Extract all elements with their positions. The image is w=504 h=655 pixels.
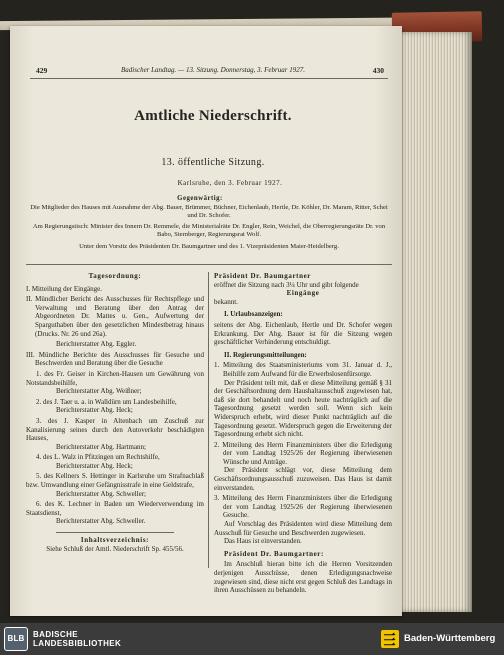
columns-top-rule [26,264,392,265]
government-item-note: Auf Vorschlag des Präsidenten wird diese Mitteilung dem Ausschuß für Gesuche und Beschwerden zugewiesen. [214,520,392,537]
petition-reporter: Berichterstatter Abg. Schweller; [56,489,146,498]
document-page [10,26,402,616]
opening-text: eröffnet die Sitzung nach 3¼ Uhr und gibt folgende [214,280,359,289]
document-title: Amtliche Niederschrift. [134,108,292,124]
agenda-heading: Tagesordnung: [88,272,142,280]
minutes-column [214,272,392,595]
incoming-tail: bekannt. [214,297,238,306]
contents-heading: Inhaltsverzeichnis: [80,536,150,545]
incoming-heading: Eingänge [286,289,320,298]
lion-coat-of-arms-icon [380,629,400,649]
attendance-chair: Unter dem Vorsitz des Präsidenten Dr. Baumgartner und des 1. Vizepräsidenten Maier-Heidelberg. [79,243,339,250]
government-item: 3. Mitteilung des Herrn Finanzministers über die Erledigung der vom Landtag 1925/26 der Regierung überwiesenen Gesuche. [214,494,392,520]
petition-reporter: Berichterstatter Abg. Schweller. [56,517,146,526]
leave-text: seitens der Abg. Eichenlaub, Hertle und Dr. Schofer wegen Erkrankung. Der Abg. Bauer ist für die Sitzung wegen geschäftlicher Verhinderung entschuldigt. [214,320,392,347]
petition-reporter: Berichterstatter Abg. Heck; [56,461,133,470]
government-item-note: Der Präsident teilt mit, daß er diese Mitteilung gemäß § 31 der Geschäftsordnung dem Haushaltausschuß zugewiesen hat, daß sie dort behandelt und noch heute nachträglich auf die Tagesordnung gesetzt werden soll. Wenn sich kein Widerspruch erhebt, wird dieser Punkt nachträglich auf die Tagesordnung gesetzt. Widerspruch gegen die Erweiterung der Tagesordnung erhebt sich nicht. [214,378,392,439]
page-stack-edge [398,32,472,612]
contents-rule [56,532,174,533]
place-date: Karlsruhe, den 3. Februar 1927. [177,179,283,187]
footer-bar [0,623,504,655]
government-item: 2. Mitteilung des Herrn Finanzministers über die Erledigung der vom Landtag 1925/26 der Regierung überwiesenen Wünsche und Anträge. [214,440,392,466]
library-name-line-2: LANDESBIBLIOTHEK [33,639,122,648]
petition-item: 5. des Kellners S. Hettinger in Karlsruhe um Strafnachlaß bzw. Umwandlung einer Gefängnisstrafe in eine Geldstrafe, [26,472,204,490]
petition-reporter: Berichterstatter Abg. Heck; [56,406,133,415]
government-item-note: Das Haus ist einverstanden. [224,537,302,546]
petition-item: 6. des K. Lechner in Baden um Wiederverwendung im Staatsdienst, [26,500,204,517]
speaker-name: Präsident Dr. Baumgartner [214,272,311,280]
closing-text: Im Anschluß hieran bitte ich die Herren Vorsitzenden derjenigen Ausschüsse, denen Erledigungsnachweise zugewiesen sind, diese nicht erst gegen Schluß des Landtags in ihren Ausschüssen zu behandeln. [214,560,392,595]
agenda-item: I. Mitteilung der Eingänge. [26,284,103,293]
attendance-members: Die Mitglieder des Hauses mit Ausnahme der Abg. Bauer, Brümmer, Büchner, Eichenlaub, Hertle, Dr. Köhler, Dr. Maram, Ritter, Schei und Dr. Schofer. [30,204,388,220]
leave-heading: I. Urlaubsanzeigen: [224,310,283,319]
government-item-note: Der Präsident schlägt vor, diese Mitteilung dem Geschäftsordnungsausschuß zuzuweisen. Das Haus ist damit einverstanden. [214,466,392,492]
petition-reporter: Berichterstatter Abg. Weißner; [56,387,142,396]
state-name: Baden-Württemberg [404,633,496,644]
library-name-line-1: BADISCHE [33,630,78,639]
petition-item: 3. des J. Kasper in Altenbach um Zuschuß zur Kanalisierung seines durch den Autoverkehr beschädigten Hauses, [26,416,204,443]
session-heading: 13. öffentliche Sitzung. [161,157,265,168]
attendance-government: Am Regierungstisch: Minister des Innern Dr. Remmele, die Ministerialräte Dr. Engler, Rein, Weichel, die Oberregierungsräte Dr. von Babo, Sternberger, Regierungsrat Wolf. [32,223,386,239]
attendance-heading: Gegenwärtig: [177,195,223,202]
petition-item: 1. des Fr. Geiser in Kirchen-Hausen um Gewährung von Notstandsbeihilfe, [26,369,204,387]
government-item: 1. Mitteilung des Staatsministeriums vom 31. Januar d. J., Beihilfe zum Aufwand für die Erwerbslosenfürsorge. [214,361,392,378]
header-rule [30,78,388,79]
petition-item: 2. des J. Taer u. a. in Walldürn um Landesbeihilfe, [36,397,177,406]
agenda-reporter: Berichterstatter Abg. Eggler. [56,340,137,349]
library-logo: BLB [4,627,28,651]
agenda-column [26,272,204,553]
speaker-name: Präsident Dr. Baumgartner: [224,549,324,558]
running-title: Badischer Landtag. — 13. Sitzung. Donnerstag, 3. Februar 1927. [121,66,305,74]
contents-reference: Siehe Schluß der Amtl. Niederschrift Sp. 455/56. [46,544,184,553]
petition-item: 4. des L. Walz in Pfitzingen um Rechtshilfe, [36,453,160,462]
column-divider [208,272,209,568]
agenda-item: III. Mündliche Berichte des Ausschusses für Gesuche und Beschwerden und Beratung über die Gesuche [26,350,204,368]
agenda-item: II. Mündlicher Bericht des Ausschusses für Rechtspflege und Verwaltung und Beratung über den Antrag der Abgeordneten Dr. Mattes u. Gen., Aufwertung der Sparguthaben über den gesetzlichen Mindestbetrag hinaus (Drucks. Nr. 26 und 26a). [26,295,204,338]
column-number-right: 430 [372,66,384,75]
column-number-left: 429 [36,66,48,75]
petition-reporter: Berichterstatter Abg. Hartmann; [56,442,146,451]
government-heading: II. Regierungsmitteilungen: [224,350,307,359]
